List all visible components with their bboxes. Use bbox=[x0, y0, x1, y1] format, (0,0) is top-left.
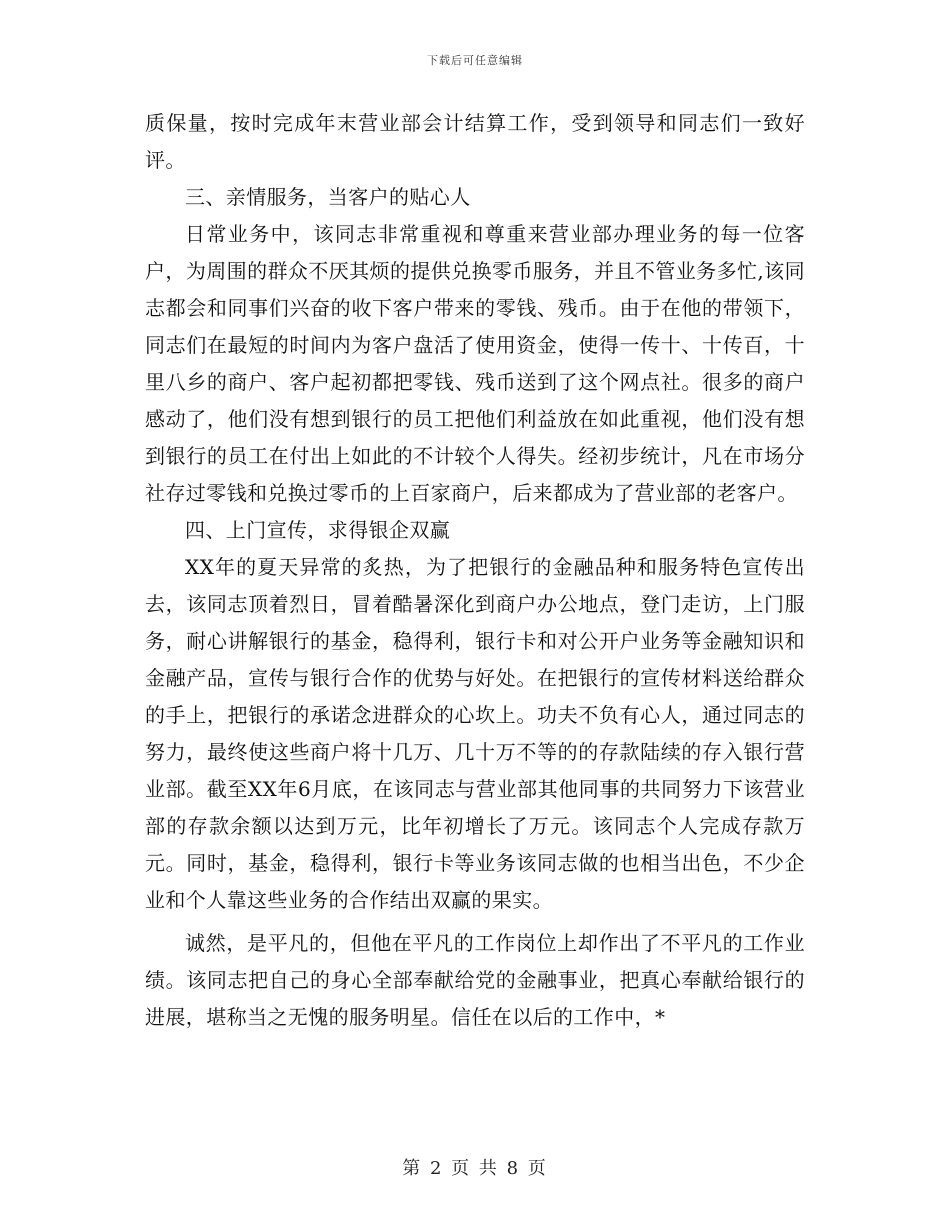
page-number: 第 2 页 共 8 页 bbox=[402, 1158, 548, 1179]
page-header-note: 下载后可任意编辑 bbox=[427, 54, 523, 67]
section-heading-4: 四、上门宣传，求得银企双赢 bbox=[185, 518, 451, 542]
paragraph-3: XX年的夏天异常的炙热，为了把银行的金融品种和服务特色宣传出去，该同志顶着烈日，冒着酷暑深化到商户办公地点，登门走访，上门服务，耐心讲解银行的基金，稳得利，银行卡和对公开户业务等金融知识和金融产品，宣传与银行合作的优势与好处。在把银行的宣传材料送给群众的手上，把银行的承诺念进群众的心坎上。功夫不负有心人，通过同志的努力，最终使这些商户将十几万、几十万不等的的存款陆续的存入银行营业部。截至XX年6月底，在该同志与营业部其他同事的共同努力下该营业部的存款余额以达到万元，比年初增长了万元。该同志个人完成存款万元。同时，基金，稳得利，银行卡等业务该同志做的也相当出色，不少企业和个人靠这些业务的合作结出双赢的果实。 bbox=[145, 555, 805, 912]
paragraph-2: 日常业务中，该同志非常重视和尊重来营业部办理业务的每一位客户，为周围的群众不厌其烦的提供兑换零币服务，并且不管业务多忙,该同志都会和同事们兴奋的收下客户带来的零钱、残币。由于在他的带领下，同志们在最短的时间内为客户盘活了使用资金，使得一传十、十传百，十里八乡的商户、客户起初都把零钱、残币送到了这个网点社。很多的商户感动了，他们没有想到银行的员工把他们利益放在如此重视，他们没有想到银行的员工在付出上如此的不计较个人得失。经初步统计，凡在市场分社存过零钱和兑换过零币的上百家商户，后来都成为了营业部的老客户。 bbox=[145, 222, 805, 505]
document-body bbox=[145, 105, 805, 1036]
paragraph-1: 质保量，按时完成年末营业部会计结算工作，受到领导和同志们一致好评。 bbox=[145, 111, 805, 172]
section-heading-3: 三、亲情服务，当客户的贴心人 bbox=[185, 185, 471, 209]
paragraph-4: 诚然，是平凡的，但他在平凡的工作岗位上却作出了不平凡的工作业绩。该同志把自己的身心全部奉献给党的金融事业，把真心奉献给银行的进展，堪称当之无愧的服务明星。信任在以后的工作中，* bbox=[145, 931, 805, 1029]
